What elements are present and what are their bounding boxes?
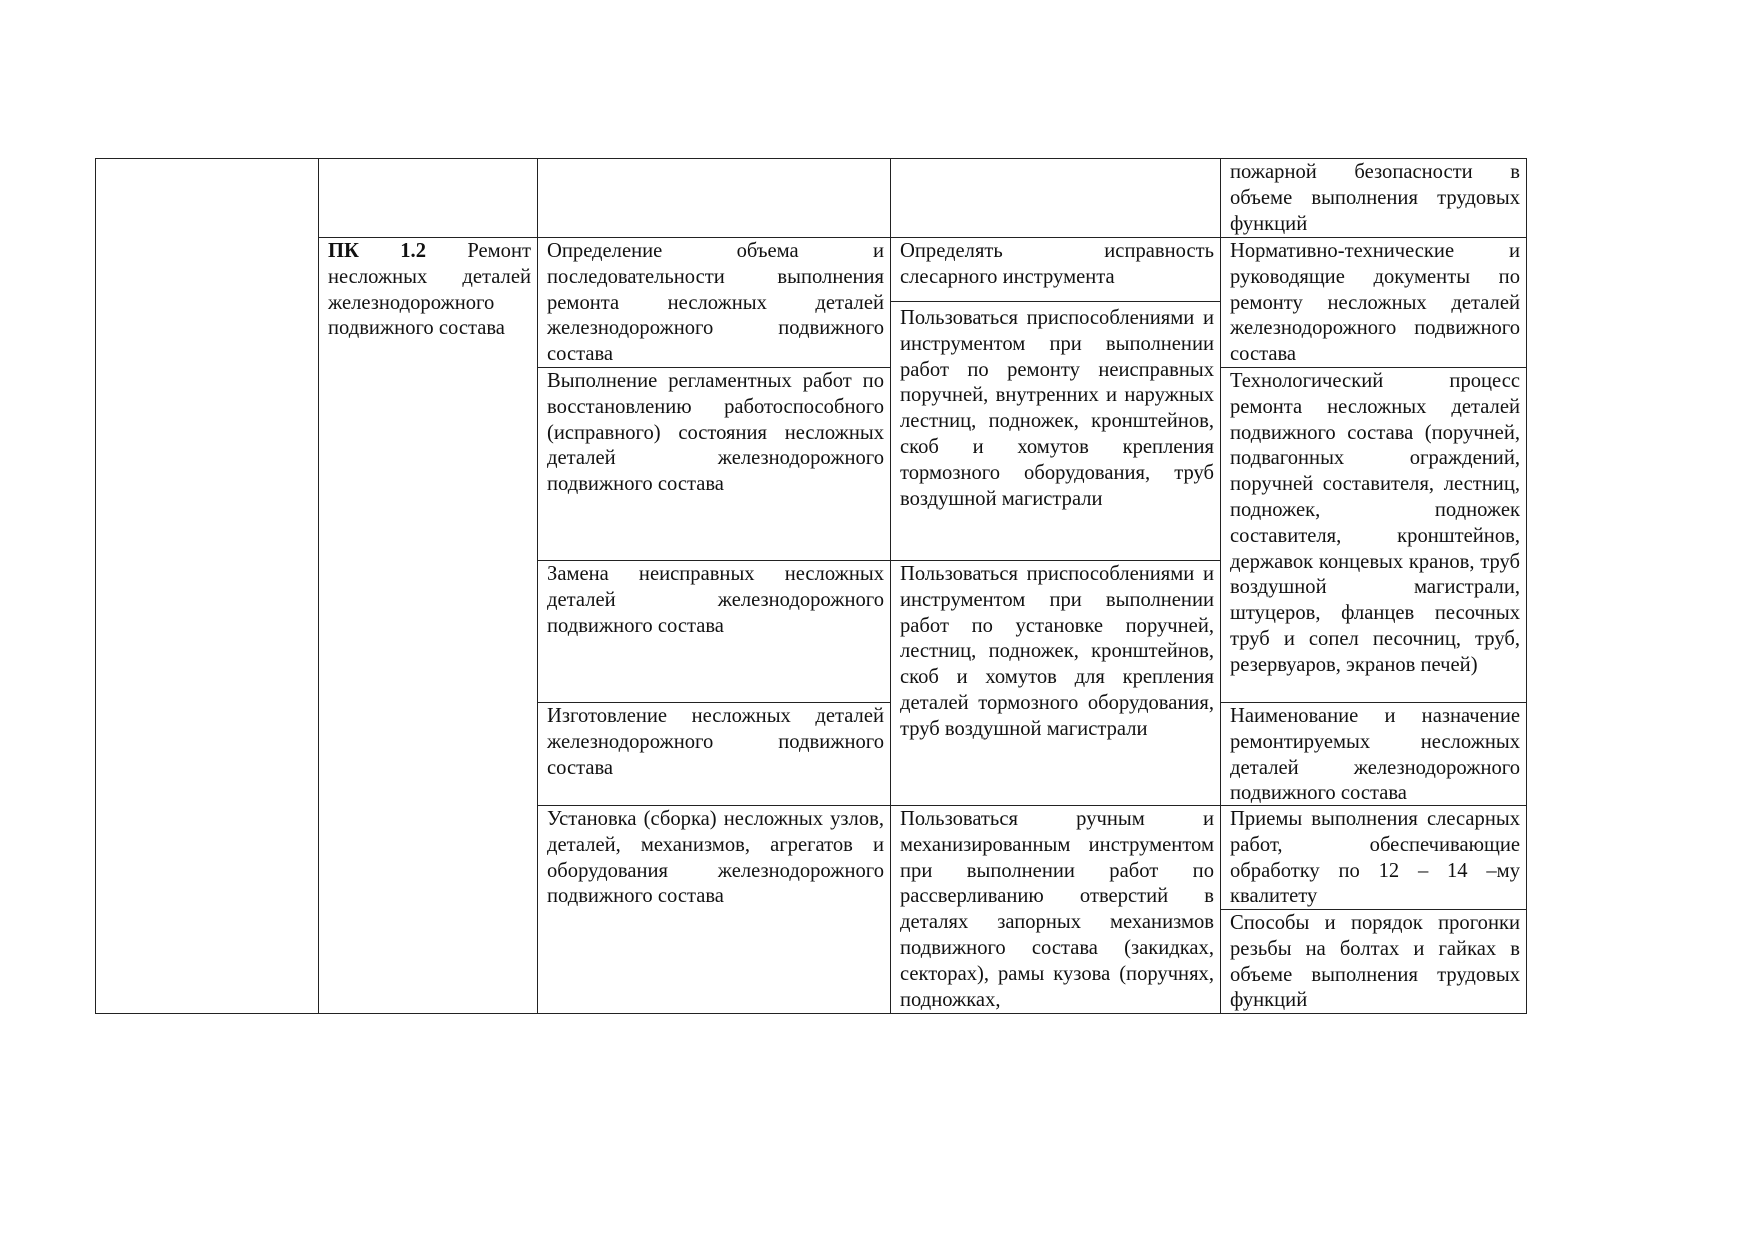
knowledge-cell: Приемы выполнения слесарных работ, обеспечивающие обработку по 12 – 14 –му квалитету [1220, 805, 1527, 910]
table-cell-col2-empty [318, 158, 538, 238]
labor-action-cell: Выполнение регламентных работ по восстановлению работоспособного (исправного) состояния несложных деталей железнодорожного подвижного состава [537, 367, 891, 561]
knowledge-cell: Способы и порядок прогонки резьбы на болтах и гайках в объеме выполнения трудовых функций [1220, 909, 1527, 1014]
table-cell-col4-empty [890, 158, 1221, 238]
knowledge-cell: Наименование и назначение ремонтируемых несложных деталей железнодорожного подвижного состава [1220, 702, 1527, 806]
labor-action-cell: Изготовление несложных деталей железнодорожного подвижного состава [537, 702, 891, 806]
table-cell-col1 [95, 158, 319, 1014]
skill-cell: Определять исправность слесарного инструмента [890, 237, 1221, 302]
labor-action-cell: Замена неисправных несложных деталей железнодорожного подвижного состава [537, 560, 891, 703]
competency-code: ПК 1.2 [328, 240, 427, 262]
knowledge-cell: пожарной безопасности в объеме выполнения трудовых функций [1220, 158, 1527, 238]
labor-action-cell: Установка (сборка) несложных узлов, деталей, механизмов, агрегатов и оборудования железнодорожного подвижного состава [537, 805, 891, 1014]
skill-cell: Пользоваться приспособлениями и инструментом при выполнении работ по установке поручней, лестниц, подножек, кронштейнов, скоб и хомутов для крепления деталей тормозного оборудования, труб воздушной магистрали [890, 560, 1221, 806]
competency-title: Ремонт несложных деталей железнодорожного подвижного состава [328, 240, 531, 340]
competency-cell [318, 237, 538, 1014]
knowledge-cell: Технологический процесс ремонта несложных деталей подвижного состава (поручней, подвагонных ограждений, поручней составителя, лестниц, подножек, подножек составителя, кронштейнов, державок концевых кранов, труб воздушной магистрали, штуцеров, фланцев песочных труб и сопел песочниц, труб, резервуаров, экранов печей) [1220, 367, 1527, 703]
labor-action-cell: Определение объема и последовательности выполнения ремонта несложных деталей железнодорожного подвижного состава [537, 237, 891, 368]
knowledge-cell: Нормативно-технические и руководящие документы по ремонту несложных деталей железнодорожного подвижного состава [1220, 237, 1527, 368]
skill-cell: Пользоваться ручным и механизированным инструментом при выполнении работ по рассверливанию отверстий в деталях запорных механизмов подвижного состава (закидках, секторах), рамы кузова (поручнях, подножках, [890, 805, 1221, 1014]
skill-cell: Пользоваться приспособлениями и инструментом при выполнении работ по ремонту неисправных поручней, внутренних и наружных лестниц, подножек, кронштейнов, скоб и хомутов крепления тормозного оборудования, труб воздушной магистрали [890, 301, 1221, 561]
table-cell-col3-empty [537, 158, 891, 238]
